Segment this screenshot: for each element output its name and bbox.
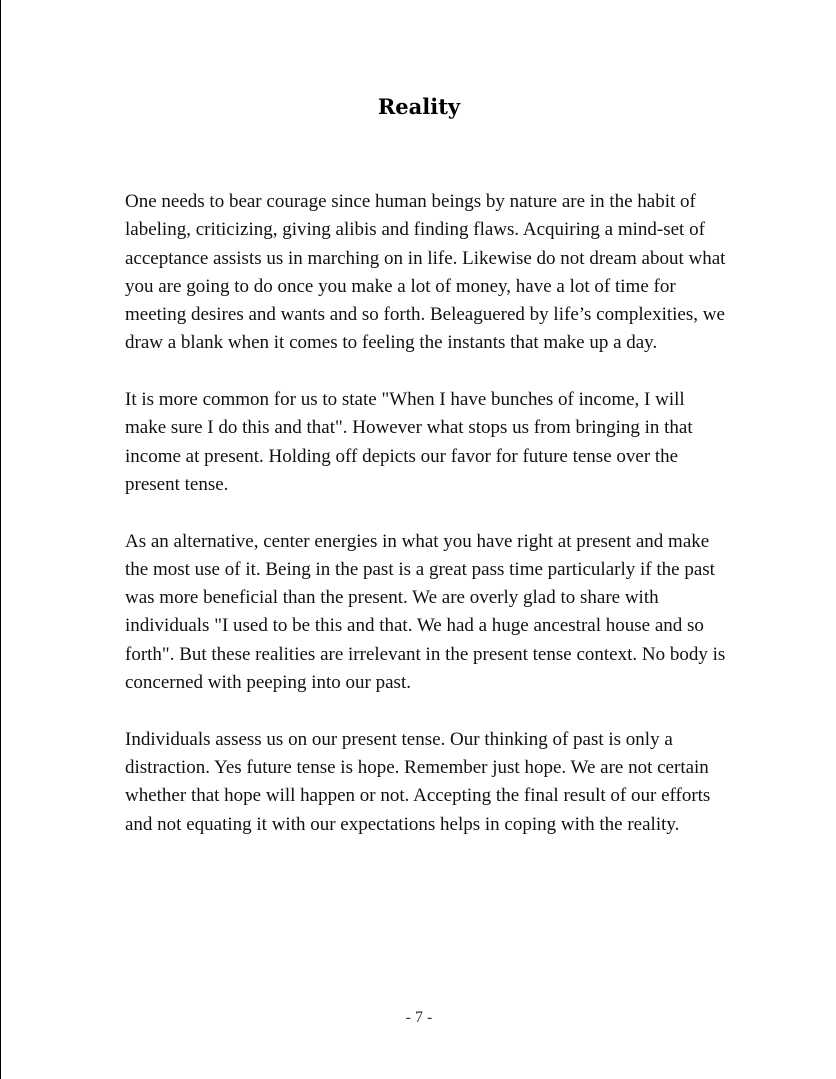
body-text [125,188,729,867]
paragraph-2: It is more common for us to state "When I have bunches of income, I will make sure I do this and that". However what stops us from bringing in that income at present. Holding off depicts our favor for future tense over the present tense. [125,389,693,495]
paragraph-3: As an alternative, center energies in what you have right at present and make the most use of it. Being in the past is a great pass time particularly if the past was more beneficial than the present. We are overly glad to share with individuals "I used to be this and that. We had a huge ancestral house and so forth". But these realities are irrelevant in the present tense context. No body is concerned with peeping into our past. [125,530,726,694]
page-title: Reality [377,94,461,119]
paragraph-4: Individuals assess us on our present tense. Our thinking of past is only a distraction. Yes future tense is hope. Remember just hope. We are not certain whether that hope will happen or not. Accepting the final result of our efforts and not equating it with our expectations helps in coping with the reality. [125,728,711,835]
paragraph-1: One needs to bear courage since human beings by nature are in the habit of labeling, criticizing, giving alibis and finding flaws. Acquiring a mind-set of acceptance assists us in marching on in life. Likewise do not dream about what you are going to do once you make a lot of money, have a lot of time for meeting desires and wants and so forth. Beleaguered by life’s complexities, we draw a blank when it comes to feeling the instants that make up a day. [125,191,726,354]
page-number: - 7 - [405,1009,433,1026]
